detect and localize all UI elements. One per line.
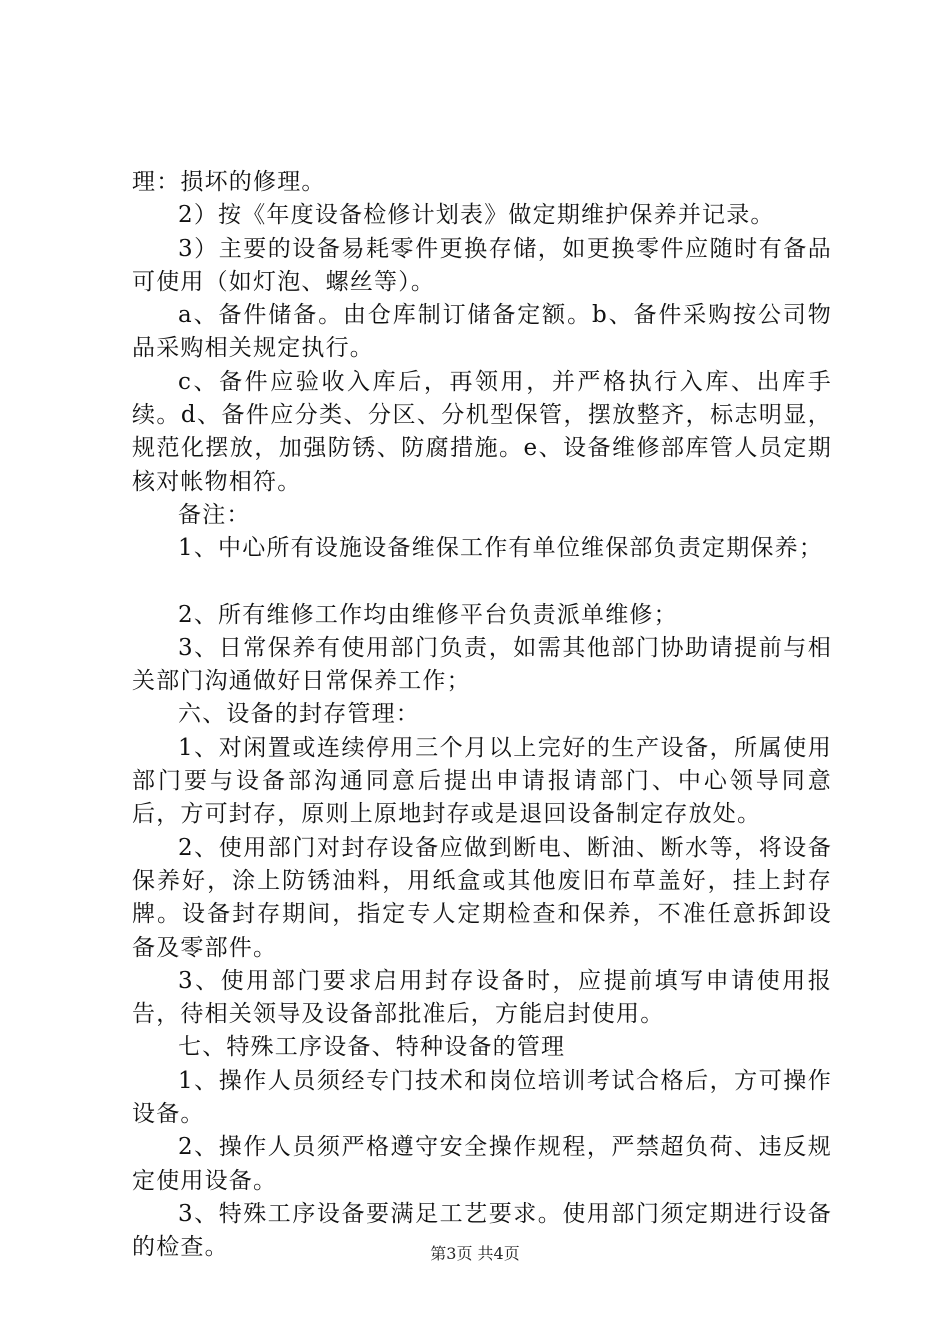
paragraph-1: 理：损坏的修理。	[132, 169, 326, 195]
paragraph-sealing-1: 1、对闲置或连续停用三个月以上完好的生产设备，所属使用部门要与设备部沟通同意后提出申请报请部门、中心领导同意后，方可封存，原则上原地封存或是退回设备制定存放处。	[132, 734, 832, 828]
section-heading-6: 六、设备的封存管理：	[178, 701, 420, 728]
paragraph-sealing-3: 3、使用部门要求启用封存设备时，应提前填写申请使用报告，待相关领导及设备部批准后，方能启封使用。	[132, 967, 832, 1028]
document-body	[132, 166, 832, 1265]
paragraph-4: a、备件储备。由仓库制订储备定额。b、备件采购按公司物品采购相关规定执行。	[132, 302, 832, 362]
page-number-footer: 第3页 共4页	[430, 1244, 520, 1263]
paragraph-2: 2）按《年度设备检修计划表》做定期维护保养并记录。	[178, 202, 775, 229]
paragraph-remark-3: 3、日常保养有使用部门负责，如需其他部门协助请提前与相关部门沟通做好日常保养工作；	[132, 634, 832, 695]
paragraph-remarks-heading: 备注：	[178, 501, 251, 528]
paragraph-special-2: 2、操作人员须严格遵守安全操作规程，严禁超负荷、违反规定使用设备。	[132, 1134, 832, 1194]
paragraph-special-3: 3、特殊工序设备要满足工艺要求。使用部门须定期进行设备的检查。	[132, 1200, 832, 1261]
paragraph-special-1: 1、操作人员须经专门技术和岗位培训考试合格后，方可操作设备。	[132, 1067, 832, 1128]
paragraph-sealing-2: 2、使用部门对封存设备应做到断电、断油、断水等，将设备保养好，涂上防锈油料，用纸盒或其他废旧布草盖好，挂上封存牌。设备封存期间，指定专人定期检查和保养，不准任意拆卸设备及零部件。	[132, 834, 832, 961]
paragraph-remark-1: 1、中心所有设施设备维保工作有单位维保部负责定期保养；	[178, 535, 824, 562]
section-heading-7: 七、特殊工序设备、特种设备的管理	[178, 1034, 566, 1061]
paragraph-remark-2: 2、所有维修工作均由维修平台负责派单维修；	[178, 601, 678, 628]
paragraph-5: c、备件应验收入库后，再领用，并严格执行入库、出库手续。d、备件应分类、分区、分机型保管，摆放整齐，标志明显，规范化摆放，加强防锈、防腐措施。e、设备维修部库管人员定期核对帐物相符。	[132, 368, 832, 495]
paragraph-3: 3）主要的设备易耗零件更换存储，如更换零件应随时有备品可使用（如灯泡、螺丝等）。	[132, 235, 832, 295]
